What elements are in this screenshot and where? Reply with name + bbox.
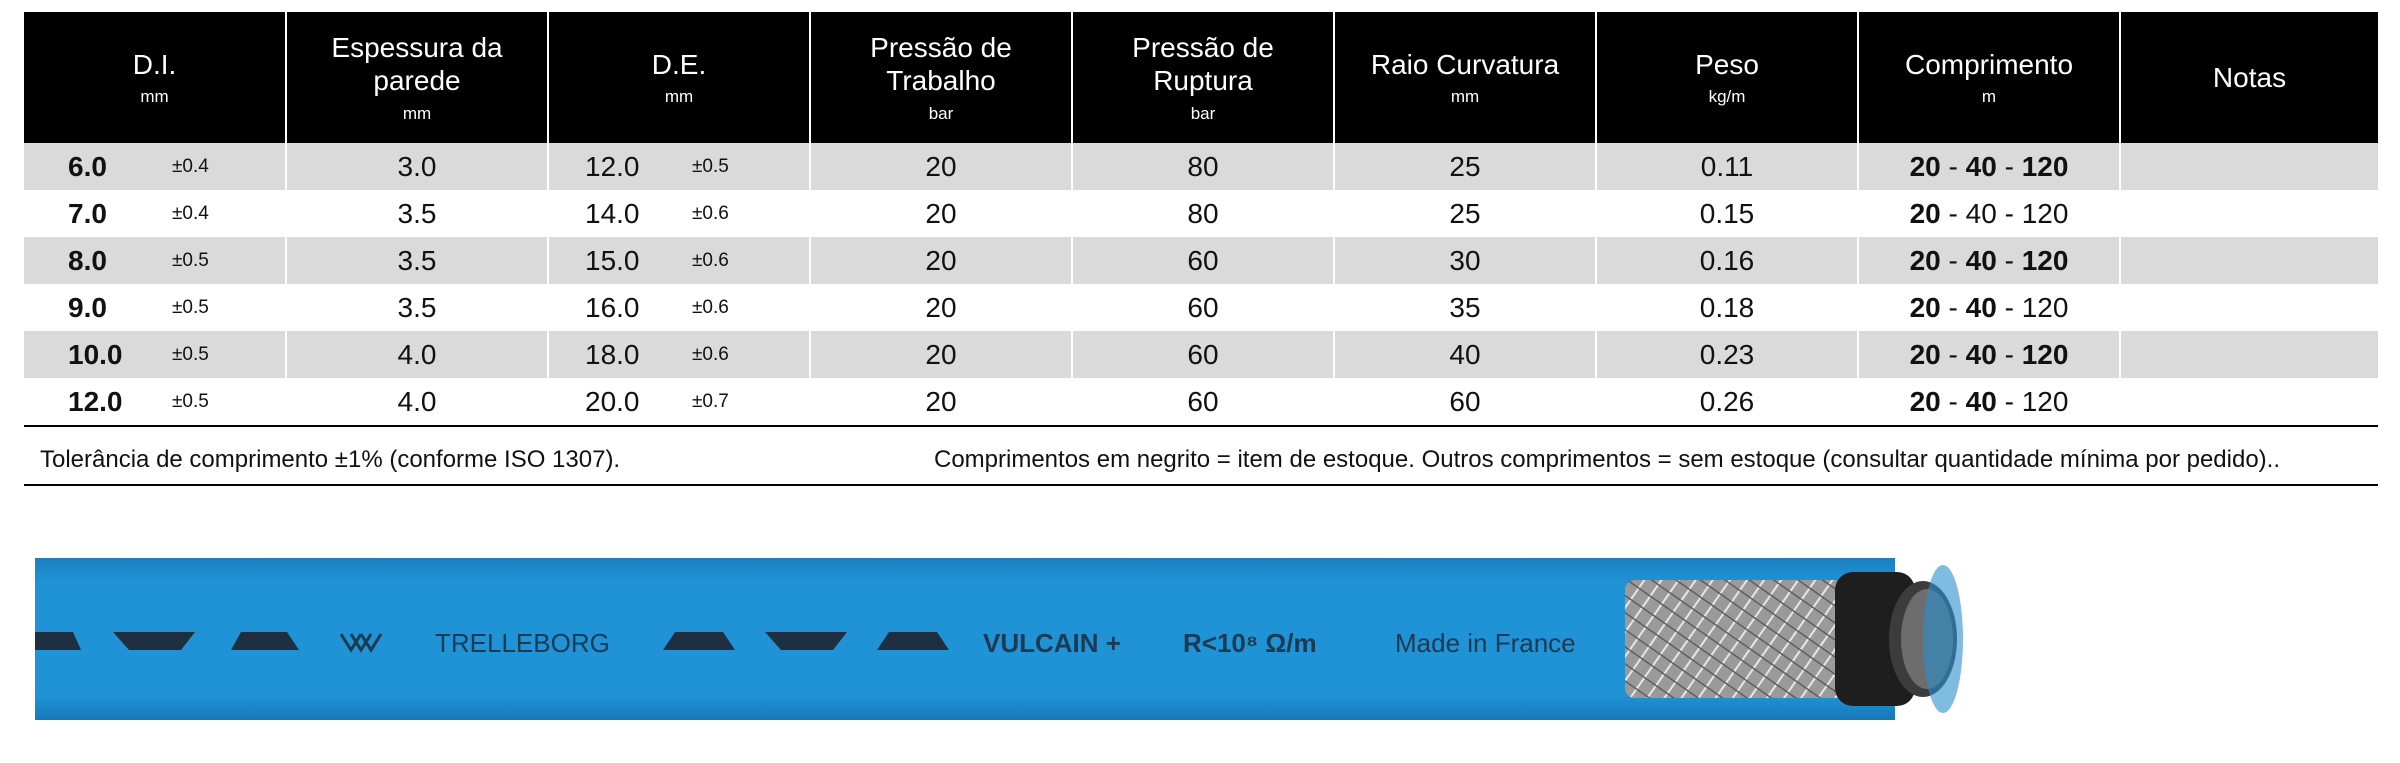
di-tolerance: ±0.5 xyxy=(172,237,286,284)
length-separator: - xyxy=(1996,338,2022,370)
hose-brand-text: TRELLEBORG xyxy=(435,628,610,658)
notes-cell xyxy=(2120,284,2378,331)
de-value: 14.0 xyxy=(548,190,692,237)
length-options xyxy=(1858,378,2120,426)
de-value: 18.0 xyxy=(548,331,692,378)
work-pressure: 20 xyxy=(810,190,1072,237)
length-value: 40 xyxy=(1965,150,1997,182)
header-weight: Peso kg/m xyxy=(1596,12,1858,143)
de-tolerance: ±0.7 xyxy=(692,378,810,426)
length-options xyxy=(1858,190,2120,237)
length-separator: - xyxy=(1940,244,1966,276)
weight: 0.11 xyxy=(1596,143,1858,190)
de-value: 15.0 xyxy=(548,237,692,284)
di-value: 12.0 xyxy=(24,378,172,426)
header-row xyxy=(24,12,2378,143)
de-value: 16.0 xyxy=(548,284,692,331)
burst-pressure: 80 xyxy=(1072,143,1334,190)
hose-jacket-end xyxy=(1923,565,1963,713)
length-separator: - xyxy=(1940,291,1966,323)
di-value: 8.0 xyxy=(24,237,172,284)
de-value: 20.0 xyxy=(548,378,692,426)
length-value: 120 xyxy=(2021,244,2069,276)
weight: 0.26 xyxy=(1596,378,1858,426)
length-value: 20 xyxy=(1909,291,1941,323)
header-de: D.E. mm xyxy=(548,12,810,143)
notes-cell xyxy=(2120,143,2378,190)
length-value: 120 xyxy=(2021,197,2069,229)
bend-radius: 25 xyxy=(1334,190,1596,237)
length-options xyxy=(1858,237,2120,284)
length-value: 20 xyxy=(1909,338,1941,370)
di-value: 9.0 xyxy=(68,291,107,323)
wall-thickness: 3.5 xyxy=(286,190,548,237)
wall-thickness: 3.0 xyxy=(286,143,548,190)
hose-braid xyxy=(1625,580,1845,698)
length-options xyxy=(1858,143,2120,190)
length-value: 120 xyxy=(2021,291,2069,323)
spec-table xyxy=(24,12,2378,427)
header-length: Comprimento m xyxy=(1858,12,2120,143)
notes-cell xyxy=(2120,190,2378,237)
work-pressure: 20 xyxy=(810,237,1072,284)
length-separator: - xyxy=(1996,385,2022,417)
burst-pressure: 60 xyxy=(1072,378,1334,426)
length-value: 120 xyxy=(2021,150,2069,182)
wall-thickness: 4.0 xyxy=(286,331,548,378)
weight: 0.18 xyxy=(1596,284,1858,331)
di-tolerance: ±0.5 xyxy=(172,378,286,426)
di-tolerance: ±0.4 xyxy=(172,202,209,224)
de-value: 12.0 xyxy=(548,143,692,190)
header-burst-pressure: Pressão de Ruptura bar xyxy=(1072,12,1334,143)
notes-cell xyxy=(2120,237,2378,284)
work-pressure: 20 xyxy=(810,143,1072,190)
length-separator: - xyxy=(1940,197,1966,229)
length-value: 120 xyxy=(2021,385,2069,417)
header-notes: Notas xyxy=(2120,12,2378,143)
table-row xyxy=(24,378,2378,426)
header-work-pressure: Pressão de Trabalho bar xyxy=(810,12,1072,143)
length-separator: - xyxy=(1940,338,1966,370)
table-row xyxy=(24,190,2378,237)
di-tolerance: ±0.4 xyxy=(172,143,286,190)
bend-radius: 30 xyxy=(1334,237,1596,284)
di-value: 6.0 xyxy=(24,143,172,190)
hose-jacket xyxy=(35,558,1895,720)
table-row xyxy=(24,284,2378,331)
length-value: 40 xyxy=(1965,197,1997,229)
work-pressure: 20 xyxy=(810,284,1072,331)
length-separator: - xyxy=(1996,150,2022,182)
notes-cell xyxy=(2120,378,2378,426)
di-value: 7.0 xyxy=(68,197,107,229)
length-value: 20 xyxy=(1909,197,1941,229)
wall-thickness: 4.0 xyxy=(286,378,548,426)
di-value: 10.0 xyxy=(24,331,172,378)
wall-thickness: 3.5 xyxy=(286,237,548,284)
length-value: 20 xyxy=(1909,150,1941,182)
de-tolerance: ±0.6 xyxy=(692,202,729,224)
burst-pressure: 60 xyxy=(1072,237,1334,284)
length-separator: - xyxy=(1996,291,2022,323)
length-separator: - xyxy=(1996,244,2022,276)
hose-origin-text: Made in France xyxy=(1395,628,1576,658)
length-value: 120 xyxy=(2021,338,2069,370)
length-value: 20 xyxy=(1909,244,1941,276)
burst-pressure: 60 xyxy=(1072,331,1334,378)
de-tolerance: ±0.6 xyxy=(692,296,729,318)
hose-resistance-text: R<10⁸ Ω/m xyxy=(1183,628,1317,658)
header-bend-radius: Raio Curvatura mm xyxy=(1334,12,1596,143)
length-separator: - xyxy=(1940,385,1966,417)
length-separator: - xyxy=(1940,150,1966,182)
wall-thickness: 3.5 xyxy=(286,284,548,331)
weight: 0.23 xyxy=(1596,331,1858,378)
di-tolerance: ±0.5 xyxy=(172,296,209,318)
bend-radius: 60 xyxy=(1334,378,1596,426)
bend-radius: 35 xyxy=(1334,284,1596,331)
burst-pressure: 80 xyxy=(1072,190,1334,237)
length-separator: - xyxy=(1996,197,2022,229)
table-row xyxy=(24,237,2378,284)
header-di: D.I. mm xyxy=(24,12,286,143)
length-value: 40 xyxy=(1965,338,1997,370)
length-value: 20 xyxy=(1909,385,1941,417)
bend-radius: 25 xyxy=(1334,143,1596,190)
work-pressure: 20 xyxy=(810,331,1072,378)
header-wall: Espessura da parede mm xyxy=(286,12,548,143)
de-tolerance: ±0.6 xyxy=(692,237,810,284)
stock-note: Comprimentos em negrito = item de estoque. Outros comprimentos = sem estoque (consultar quantidade mínima por pedido).. xyxy=(934,446,2281,473)
tolerance-note: Tolerância de comprimento ±1% (conforme ISO 1307). xyxy=(40,446,621,473)
work-pressure: 20 xyxy=(810,378,1072,426)
de-tolerance: ±0.5 xyxy=(692,143,810,190)
length-value: 40 xyxy=(1965,385,1997,417)
length-value: 40 xyxy=(1965,291,1997,323)
footnotes xyxy=(24,438,2378,486)
length-options xyxy=(1858,284,2120,331)
length-options xyxy=(1858,331,2120,378)
table-row xyxy=(24,143,2378,190)
weight: 0.15 xyxy=(1596,190,1858,237)
hose-product-text: VULCAIN + xyxy=(983,628,1121,658)
di-tolerance: ±0.5 xyxy=(172,331,286,378)
burst-pressure: 60 xyxy=(1072,284,1334,331)
table-row xyxy=(24,331,2378,378)
bend-radius: 40 xyxy=(1334,331,1596,378)
hose-product-image xyxy=(35,558,1965,720)
de-tolerance: ±0.6 xyxy=(692,331,810,378)
weight: 0.16 xyxy=(1596,237,1858,284)
notes-cell xyxy=(2120,331,2378,378)
length-value: 40 xyxy=(1965,244,1997,276)
